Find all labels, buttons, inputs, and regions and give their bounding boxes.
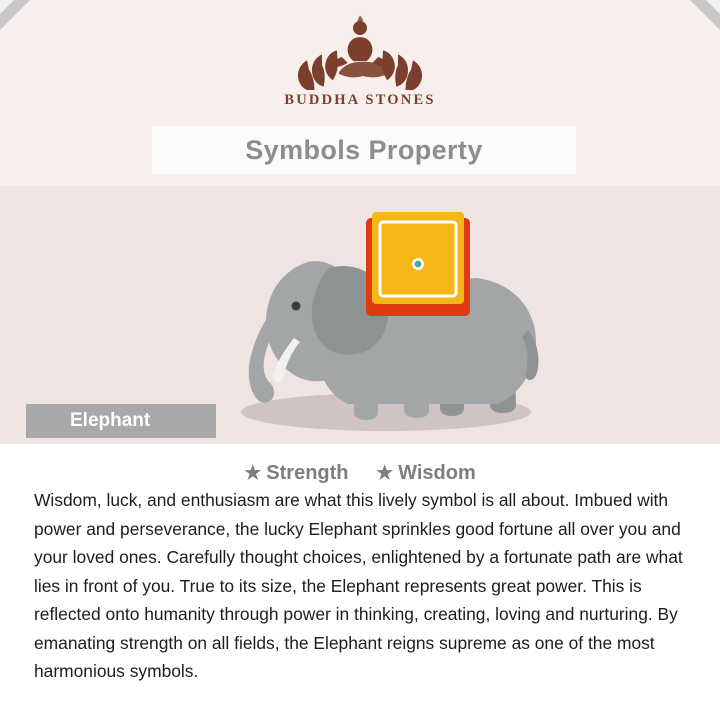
lotus-meditation-icon [276, 14, 444, 90]
page-title: Symbols Property [245, 135, 483, 165]
trait-label: Wisdom [398, 462, 476, 484]
star-icon: ★ [244, 463, 262, 484]
corner-decoration-top-left-inner [0, 0, 14, 14]
star-icon: ★ [376, 463, 394, 484]
trait-item-wisdom [376, 462, 476, 485]
trait-label: Strength [266, 462, 349, 484]
brand-name: BUDDHA STONES [284, 92, 436, 108]
symbol-label: Elephant [70, 410, 151, 431]
trait-list [0, 462, 720, 485]
symbol-description: Wisdom, luck, and enthusiasm are what this lively symbol is all about. Imbued with power and perseverance, the lucky Elephant sprinkles good fortune all over you and your loved ones. Carefully thought choices, enlightened by a fortunate path are what lies in front of you. True to its size, the Elephant represents great power. This is reflected onto humanity through power in thinking, creating, loving and nurturing. By emanating strength on all fields, the Elephant reigns supreme as one of the most harmonious symbols. [34, 490, 683, 681]
elephant-illustration [190, 190, 570, 440]
trait-item-strength [244, 462, 348, 485]
corner-decoration-top-right-inner [706, 0, 720, 14]
brand-logo-area [0, 14, 720, 109]
